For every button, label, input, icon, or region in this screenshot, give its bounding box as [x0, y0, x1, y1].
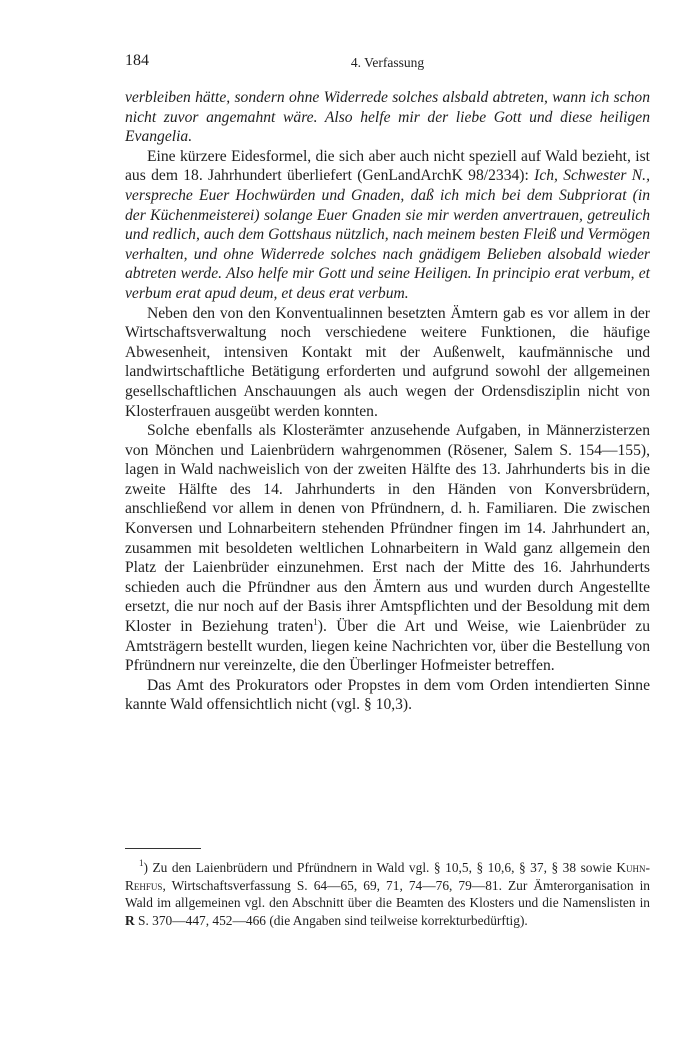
paragraph-other-functions: Neben den von den Konventualinnen besetzten Ämtern gab es vor allem in der Wirtschaftsverwaltung noch verschiedene weitere Funktionen, die häufige Abwesenheit, intensiven Kontakt mit der Außenwelt, kaufmännische und landwirtschaftliche Betätigung erforderten und aufgrund sowohl der allgemeinen gesellschaftlichen Anschauungen als auch wegen der Ordensdisziplin nicht von Klosterfrauen ausgeübt werden konnten.	[125, 304, 650, 420]
paragraph-text-continued: ). Über die Art und Weise, wie Laienbrüder zu Amtsträgern bestellt wurden, liegen keine Nachrichten vor, über die Bestellung von Pfründnern nur vereinzelte, die den Überlinger Hofmeister betreffen.	[125, 618, 650, 675]
paragraph-procurator: Das Amt des Prokurators oder Propstes in dem vom Orden intendierten Sinne kannte Wald offensichtlich nicht (vgl. § 10,3).	[125, 676, 650, 714]
footnote-text: Zu den Laienbrüdern und Pfründnern in Wald vgl. § 10,5, § 10,6, § 37, § 38 sowie	[147, 860, 617, 875]
footnote-text-end: S. 370—447, 452—466 (die Angaben sind teilweise korrekturbedürftig).	[134, 912, 528, 928]
footnotes	[125, 859, 650, 929]
page-number: 184	[125, 52, 149, 69]
footnote-siglum: R	[125, 912, 135, 928]
paragraph-text: Solche ebenfalls als Klosterämter anzusehende Aufgaben, in Männerzisterzen von Mönchen und Laienbrüdern wahrgenommen (Rösener, Salem S. 154—155), lagen in Wald nachweislich von der zweiten Hälfte des 13. Jahrhunderts bis in die zweite Hälfte des 14. Jahrhunderts in den Händen von Konversbrüdern, anschließend vor allem in denen von Pfründnern, d. h. Familiaren. Die zwischen Konversen und Lohnarbeitern stehenden Pfründner fingen im 14. Jahrhundert an, zusammen mit besoldeten weltlichen Lohnarbeitern in Wald ganz allgemein den Platz der Laienbrüder einzunehmen. Erst nach der Mitte des 16. Jahrhunderts schieden auch die Pfründner aus den Ämtern aus und wurden durch Angestellte ersetzt, die nur noch auf der Basis ihrer Amtspflichten und der Besoldung mit dem Kloster in Beziehung traten	[125, 422, 650, 636]
footnote-divider	[125, 848, 201, 849]
oath-formula-short: Ich, Schwester N., verspreche Euer Hochwürden und Gnaden, daß ich mich bei dem Subpriorat (in der Küchenmeisterei) solange Euer Gnaden sie mir werden anvertrauen, getreulich und redlich, auch dem Gottshaus nützlich, nach meinem besten Fleiß und Vermögen verhalten, und ohne Widerrede solches nach gnädigem Belieben alsobald wieder abtreten werde. Also helfe mir Gott und seine Heiligen. In principio erat verbum, et verbum erat apud deum, et deus erat verbum.	[125, 167, 650, 302]
footnote-1	[125, 859, 650, 929]
paragraph-lay-brothers	[125, 421, 650, 676]
running-title: 4. Verfassung	[350, 55, 425, 70]
footnote-author: Kuhn-Rehfus	[125, 860, 650, 893]
page-header	[125, 52, 650, 74]
footnote-marker: 1	[139, 858, 144, 868]
footnote-reference[interactable]: 1	[313, 617, 318, 628]
paragraph-short-oath	[125, 147, 650, 304]
oath-formula-ending: verbleiben hätte, sondern ohne Widerrede solches alsbald abtreten, wann ich schon nicht zuvor angemahnt wäre. Also helfe mir der liebe Gott und diese heiligen Evangelia.	[125, 89, 650, 146]
footnote-marker-close: )	[143, 860, 148, 875]
paragraph-text: Eine kürzere Eidesformel, die sich aber auch nicht speziell auf Wald bezieht, ist aus dem 18. Jahrhundert überliefert (GenLandArchK 98/2334):	[125, 147, 650, 185]
main-text	[125, 88, 650, 715]
footnote-text-continued: , Wirtschaftsverfassung S. 64—65, 69, 71, 74—76, 79—81. Zur Ämterorganisation in Wald im allgemeinen vgl. den Abschnitt über die Beamten des Klosters und die Namenslisten in	[125, 877, 650, 911]
